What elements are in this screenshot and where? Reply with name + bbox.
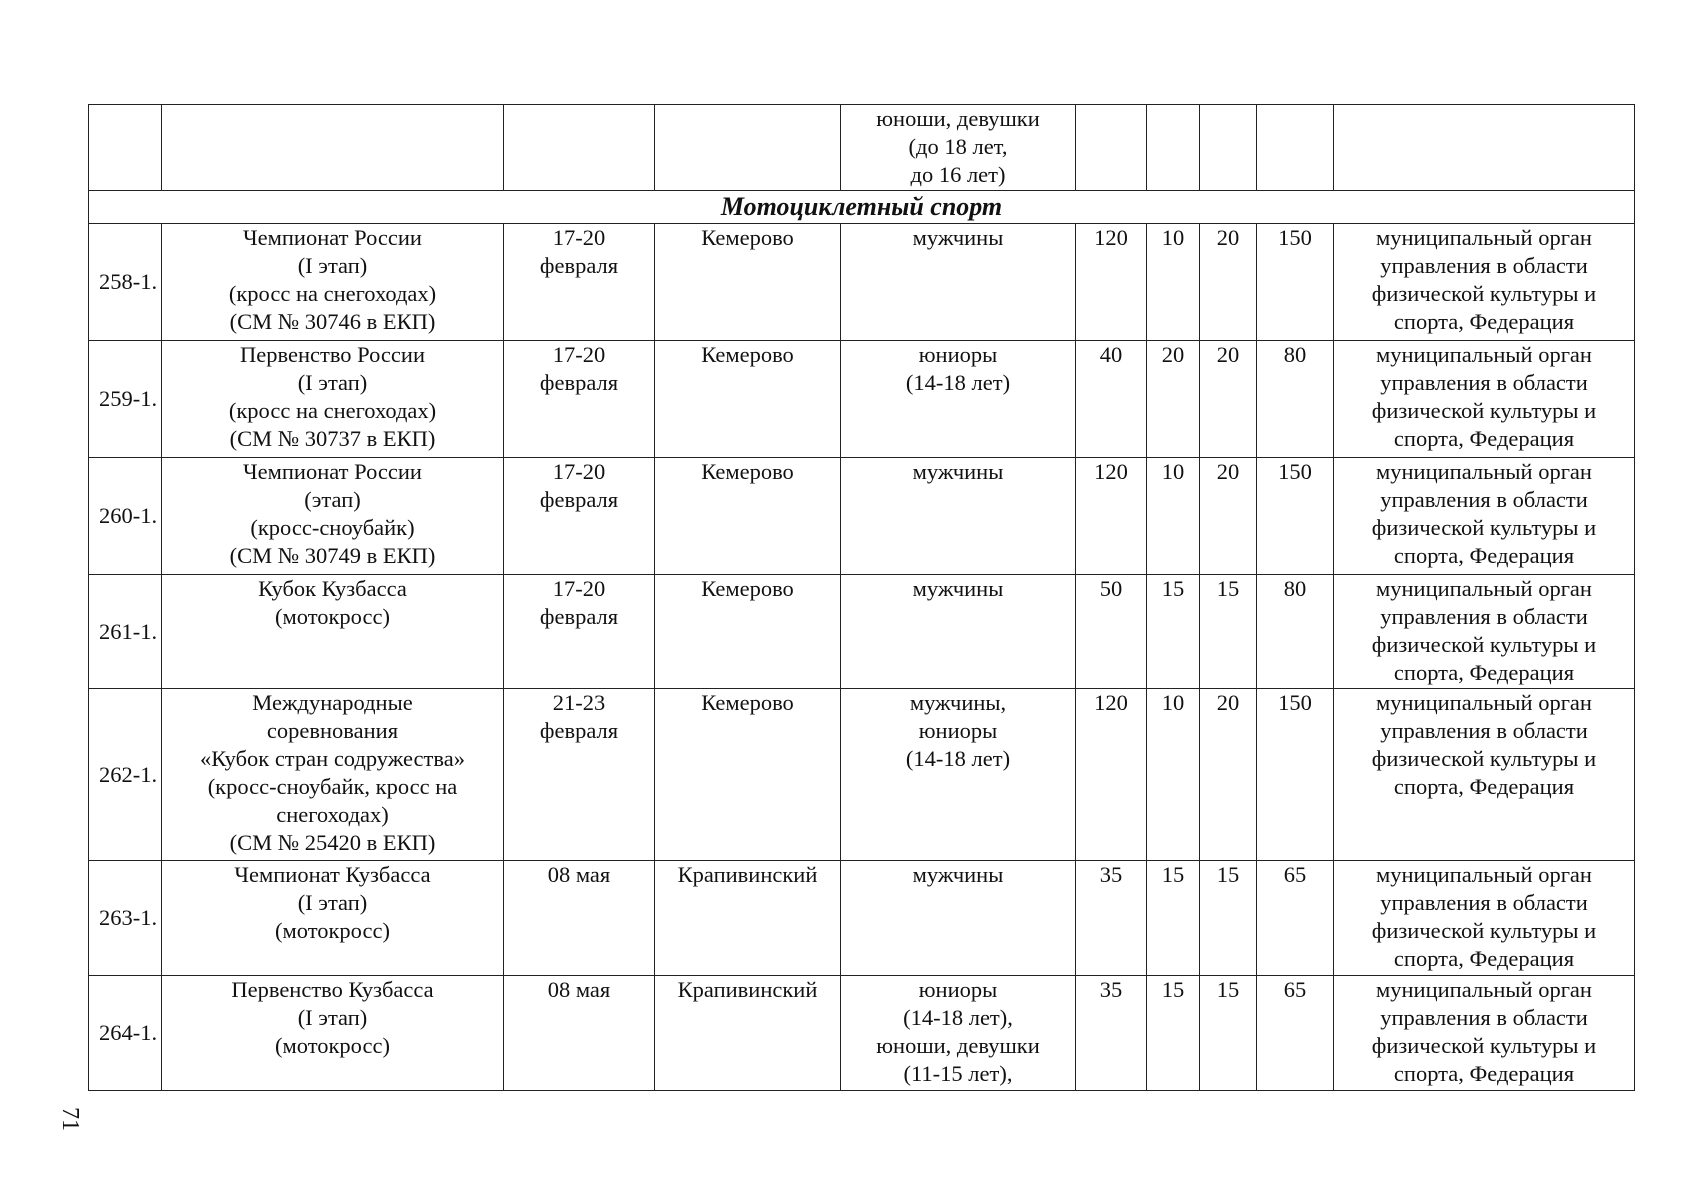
event-organizer-line: спорта, Федерация	[1393, 946, 1575, 971]
event-participants-line: (14-18 лет)	[905, 370, 1011, 395]
event-dates	[504, 689, 655, 861]
event-count-3: 20	[1200, 341, 1257, 458]
event-name-line: соревнования	[266, 718, 399, 743]
event-place: Кемерово	[655, 224, 841, 341]
event-count-2: 15	[1147, 575, 1200, 689]
event-dates-line: 08 мая	[547, 862, 611, 887]
event-name	[162, 224, 504, 341]
event-dates	[504, 575, 655, 689]
table-row	[89, 458, 1635, 575]
event-dates-line: 17-20	[552, 225, 606, 250]
event-participants	[841, 575, 1076, 689]
event-count-1	[1076, 105, 1147, 191]
event-number: 258-1.	[89, 224, 162, 341]
event-name-line: (СМ № 30746 в ЕКП)	[229, 309, 436, 334]
event-participants-line: (до 18 лет,	[908, 134, 1008, 159]
event-dates-line: февраля	[539, 253, 619, 278]
event-dates-line: 17-20	[552, 576, 606, 601]
event-count-2: 10	[1147, 224, 1200, 341]
event-organizer-line: управления в области	[1380, 487, 1588, 512]
event-dates	[504, 458, 655, 575]
event-count-3: 20	[1200, 458, 1257, 575]
event-count-2: 20	[1147, 341, 1200, 458]
event-name	[162, 976, 504, 1091]
event-participants-line: мужчины	[912, 459, 1004, 484]
event-count-1: 120	[1076, 458, 1147, 575]
event-dates	[504, 861, 655, 976]
event-count-total	[1257, 105, 1334, 191]
event-participants	[841, 976, 1076, 1091]
event-count-1: 120	[1076, 689, 1147, 861]
event-count-1: 35	[1076, 861, 1147, 976]
event-participants-line: юниоры	[918, 977, 998, 1002]
event-organizer-line: физической культуры и	[1371, 632, 1597, 657]
event-name-line: (I этап)	[297, 890, 368, 915]
event-organizer-line: спорта, Федерация	[1393, 1061, 1575, 1086]
event-organizer-line: физической культуры и	[1371, 746, 1597, 771]
event-organizer-line: физической культуры и	[1371, 398, 1597, 423]
event-count-total: 150	[1257, 458, 1334, 575]
event-name-line: (кросс на снегоходах)	[228, 281, 437, 306]
event-number: 264-1.	[89, 976, 162, 1091]
event-organizer-line: управления в области	[1380, 1005, 1588, 1030]
event-place: Крапивинский	[655, 861, 841, 976]
event-participants	[841, 458, 1076, 575]
event-name-line: (СМ № 25420 в ЕКП)	[229, 830, 436, 855]
event-name-line: (СМ № 30737 в ЕКП)	[229, 426, 436, 451]
event-count-total: 80	[1257, 341, 1334, 458]
table-row	[89, 575, 1635, 689]
event-participants	[841, 689, 1076, 861]
event-dates-line: февраля	[539, 604, 619, 629]
event-organizer-line: управления в области	[1380, 718, 1588, 743]
event-dates	[504, 224, 655, 341]
event-name	[162, 861, 504, 976]
event-participants-line: юноши, девушки	[876, 1033, 1040, 1058]
event-name-line: «Кубок стран содружества»	[200, 746, 465, 771]
event-participants-line: до 16 лет)	[910, 162, 1006, 187]
event-organizer-line: управления в области	[1380, 370, 1588, 395]
event-dates	[504, 341, 655, 458]
event-organizer-line: физической культуры и	[1371, 515, 1597, 540]
event-name-line: (I этап)	[297, 253, 368, 278]
event-name-line: (мотокросс)	[275, 918, 390, 943]
event-participants-line: мужчины	[912, 576, 1004, 601]
event-number: 263-1.	[89, 861, 162, 976]
event-organizer	[1334, 861, 1635, 976]
table-row	[89, 341, 1635, 458]
event-organizer-line: муниципальный орган	[1376, 690, 1592, 715]
table-row	[89, 224, 1635, 341]
event-dates	[504, 976, 655, 1091]
event-name	[162, 341, 504, 458]
event-count-1: 40	[1076, 341, 1147, 458]
event-organizer	[1334, 105, 1635, 191]
event-participants-line: юниоры	[918, 342, 998, 367]
event-name	[162, 458, 504, 575]
event-name-line: (кросс на снегоходах)	[228, 398, 437, 423]
event-dates-line: февраля	[539, 487, 619, 512]
table-row	[89, 861, 1635, 976]
event-organizer-line: физической культуры и	[1371, 281, 1597, 306]
event-count-total: 150	[1257, 689, 1334, 861]
event-organizer	[1334, 689, 1635, 861]
table-row	[89, 976, 1635, 1091]
event-participants-line: мужчины,	[909, 690, 1007, 715]
table-row	[89, 689, 1635, 861]
event-name-line: Чемпионат Кузбасса	[234, 862, 431, 887]
event-dates-line: 08 мая	[547, 977, 611, 1002]
event-dates-line: 17-20	[552, 459, 606, 484]
event-organizer-line: муниципальный орган	[1376, 459, 1592, 484]
event-organizer	[1334, 224, 1635, 341]
event-organizer-line: спорта, Федерация	[1393, 543, 1575, 568]
table-body	[89, 105, 1635, 1091]
event-participants	[841, 224, 1076, 341]
event-place: Крапивинский	[655, 976, 841, 1091]
event-participants-line: мужчины	[912, 225, 1004, 250]
event-dates-line: февраля	[539, 370, 619, 395]
event-count-1: 35	[1076, 976, 1147, 1091]
event-count-3: 15	[1200, 976, 1257, 1091]
event-name-line: Международные	[252, 690, 413, 715]
event-place	[655, 105, 841, 191]
event-organizer-line: муниципальный орган	[1376, 862, 1592, 887]
event-organizer-line: управления в области	[1380, 253, 1588, 278]
event-participants	[841, 105, 1076, 191]
event-place: Кемерово	[655, 341, 841, 458]
event-count-1: 50	[1076, 575, 1147, 689]
event-dates	[504, 105, 655, 191]
event-participants-line: (11-15 лет),	[903, 1061, 1013, 1086]
event-name-line: (I этап)	[297, 370, 368, 395]
event-name-line: Чемпионат России	[243, 225, 422, 250]
event-count-3: 15	[1200, 861, 1257, 976]
event-dates-line: 21-23	[552, 690, 606, 715]
page-number: 71	[57, 1107, 83, 1131]
event-organizer-line: управления в области	[1380, 890, 1588, 915]
event-name	[162, 689, 504, 861]
event-organizer-line: спорта, Федерация	[1393, 426, 1575, 451]
event-count-2: 10	[1147, 458, 1200, 575]
event-name-line: (кросс-сноубайк)	[250, 515, 415, 540]
continuation-row	[89, 105, 1635, 191]
event-count-2	[1147, 105, 1200, 191]
event-organizer	[1334, 575, 1635, 689]
event-count-total: 80	[1257, 575, 1334, 689]
event-count-total: 65	[1257, 861, 1334, 976]
event-dates-line: 17-20	[552, 342, 606, 367]
event-organizer-line: спорта, Федерация	[1393, 774, 1575, 799]
event-count-3: 15	[1200, 575, 1257, 689]
event-organizer-line: физической культуры и	[1371, 918, 1597, 943]
event-number: 259-1.	[89, 341, 162, 458]
event-organizer-line: спорта, Федерация	[1393, 660, 1575, 685]
event-count-3: 20	[1200, 224, 1257, 341]
event-count-total: 150	[1257, 224, 1334, 341]
event-count-2: 15	[1147, 976, 1200, 1091]
event-organizer	[1334, 458, 1635, 575]
event-place: Кемерово	[655, 689, 841, 861]
event-count-1: 120	[1076, 224, 1147, 341]
event-name-line: Первенство России	[240, 342, 425, 367]
event-name-line: (СМ № 30749 в ЕКП)	[229, 543, 436, 568]
event-number: 260-1.	[89, 458, 162, 575]
event-count-2: 15	[1147, 861, 1200, 976]
event-organizer-line: муниципальный орган	[1376, 342, 1592, 367]
event-organizer-line: управления в области	[1380, 604, 1588, 629]
event-participants-line: мужчины	[912, 862, 1004, 887]
event-organizer-line: муниципальный орган	[1376, 977, 1592, 1002]
event-name-line: (I этап)	[297, 1005, 368, 1030]
event-name-line: Кубок Кузбасса	[258, 576, 407, 601]
event-participants	[841, 861, 1076, 976]
event-name-line: Чемпионат России	[243, 459, 422, 484]
event-count-3: 20	[1200, 689, 1257, 861]
event-place: Кемерово	[655, 575, 841, 689]
event-number	[89, 105, 162, 191]
event-participants	[841, 341, 1076, 458]
event-place: Кемерово	[655, 458, 841, 575]
event-dates-line: февраля	[539, 718, 619, 743]
event-participants-line: (14-18 лет)	[905, 746, 1011, 771]
event-name-line: (мотокросс)	[275, 1033, 390, 1058]
events-table	[88, 104, 1635, 1091]
event-organizer-line: физической культуры и	[1371, 1033, 1597, 1058]
event-count-3	[1200, 105, 1257, 191]
event-number: 261-1.	[89, 575, 162, 689]
event-participants-line: (14-18 лет),	[903, 1005, 1013, 1030]
event-name-line: (мотокросс)	[275, 604, 390, 629]
event-name-line: снегоходах)	[276, 802, 389, 827]
event-count-2: 10	[1147, 689, 1200, 861]
event-participants-line: юноши, девушки	[876, 106, 1040, 131]
event-name-line: (кросс-сноубайк, кросс на	[207, 774, 458, 799]
event-organizer-line: муниципальный орган	[1376, 576, 1592, 601]
event-name-line: Первенство Кузбасса	[231, 977, 434, 1002]
section-row	[89, 191, 1635, 224]
event-organizer-line: спорта, Федерация	[1393, 309, 1575, 334]
event-organizer	[1334, 341, 1635, 458]
event-participants-line: юниоры	[918, 718, 998, 743]
event-name	[162, 575, 504, 689]
event-name	[162, 105, 504, 191]
section-title: Мотоциклетный спорт	[89, 191, 1635, 224]
event-count-total: 65	[1257, 976, 1334, 1091]
event-name-line: (этап)	[304, 487, 361, 512]
event-organizer-line: муниципальный орган	[1376, 225, 1592, 250]
event-organizer	[1334, 976, 1635, 1091]
event-number: 262-1.	[89, 689, 162, 861]
